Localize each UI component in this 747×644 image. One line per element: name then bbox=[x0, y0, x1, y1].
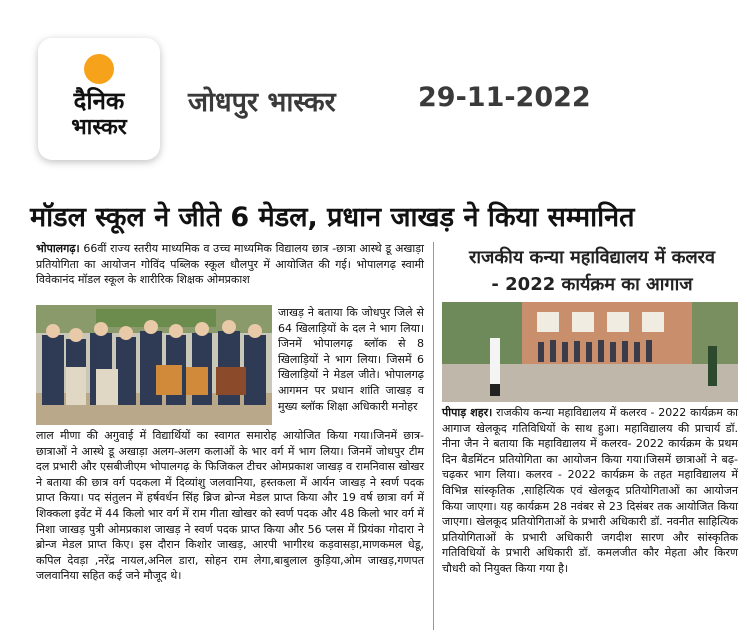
article2-photo bbox=[442, 302, 738, 402]
article1-dateline: भोपालगढ़। bbox=[36, 242, 80, 255]
logo-text-line2: भास्कर bbox=[71, 115, 127, 140]
article2-dateline: पीपाड़ शहर। bbox=[442, 406, 493, 419]
article1-lead-text: 66वीं राज्य स्तरीय माध्यमिक व उच्च माध्यमिक विद्यालय छात्र -छात्रा आस्थे डू अखाड़ा प्रतियोगिता का आयोजन गोविंद पब्लिक स्कूल धौलपुर में आयोजित की गई। भोपालगढ़ स्वामी विवेकानंद मॉडल स्कूल के शारीरिक शिक्षक ओमप्रकाश bbox=[36, 242, 424, 287]
logo-text-line1: दैनिक bbox=[73, 87, 125, 115]
article1-lead bbox=[36, 241, 424, 288]
article1-photo bbox=[36, 305, 272, 425]
article1-side-text bbox=[278, 305, 424, 414]
article1-side-paragraph: जाखड़ ने बताया कि जोधपुर जिले से 64 खिलाड़ियों के दल ने भाग लिया। जिनमें भोपालगढ़ ब्लॉक से 8 खिलाड़ियों ने भाग लिया। जिसमें 6 खिलाड़ियों ने मेडल जीते। भोपालगढ़ आगमन पर प्रधान शांति जाखड़ व मुख्य ब्लॉक शिक्षा अधिकारी मनोहर bbox=[278, 306, 424, 413]
article1-headline: मॉडल स्कूल ने जीते 6 मेडल, प्रधान जाखड़ ने किया सम्मानित bbox=[30, 202, 635, 233]
article2-headline-line1: राजकीय कन्या महाविद्यालय में कलरव bbox=[468, 247, 716, 268]
article1-body bbox=[36, 428, 424, 584]
article2-headline-line2: - 2022 कार्यक्रम का आगाज bbox=[491, 274, 693, 295]
article2-body-text: राजकीय कन्या महाविद्यालय में कलरव - 2022 कार्यक्रम का आगाज खेलकूद गतिविधियों के साथ हुआ। महाविद्यालय की प्राचार्य डॉ. नीना जैन ने बताया कि महाविद्यालय में कलरव- 2022 कार्यक्रम के प्रथम दिन बैडमिंटन प्रतियोगिता का आयोजन किया गया।जिसमें छात्राओं ने बढ़- चढ़कर भाग लिया। कलरव - 2022 कार्यक्रम के तहत महाविद्यालय में विभिन्न सांस्कृतिक ,साहित्यिक एवं खेलकूद प्रतियोगिताओं का आयोजन किया जाएगा। यह कार्यक्रम 28 नवंबर से 23 दिसंबर तक आयोजित किया जाएगा। खेलकूद प्रतियोगिताओं के प्रभारी अधिकारी डॉ. नवनीत साहित्यिक प्रतियोगिताओं के प्रभारी अधिकारी जगदीश सारण और सांस्कृतिक गतिविधियों के प्रभारी अधिकारी डॉ. कमलजीत कौर मेहता और किरण चौधरी को नियुक्त किया गया है। bbox=[442, 406, 738, 575]
article2-headline bbox=[446, 244, 738, 298]
edition-name: जोधपुर भास्कर bbox=[188, 87, 336, 118]
edition-date: 29-11-2022 bbox=[418, 82, 591, 113]
dainik-bhaskar-logo bbox=[38, 38, 160, 160]
article2-body bbox=[442, 405, 738, 577]
sun-icon bbox=[84, 54, 114, 84]
column-divider bbox=[433, 242, 434, 630]
article1-body-paragraph: लाल मीणा की अगुवाई में विद्यार्थियों का स्वागत समारोह आयोजित किया गया।जिनमें छात्र- छात्राओं ने आस्थे डू अखाड़ा अलग-अलग कलाओं के भार वर्ग में भाग लिया। जिनमें जोधपुर टीम दल प्रभारी और एसबीजीएम भोपालगढ़ के फिजिकल टीचर ओमप्रकाश जाखड़ व रामनिवास खोखर ने बताया की छात्र वर्ग पदकला में दिव्यांशु जलवानिया, हस्तकला में आर्यन जाखड़ ने स्वर्ण पदक प्राप्त किया। पद संतुलन में हर्षवर्धन सिंह ब्रिज ब्रोन्ज मेडल प्राप्त किया और 19 वर्ष छात्रा वर्ग में शिक्कला इवेंट में 44 किलो भार वर्ग में राम गीता खोखर को स्वर्ण पदक और 48 किलो भार वर्ग में निशा जाखड़ पुत्री ओमप्रकाश जाखड़ ने स्वर्ण पदक प्राप्त किया और 56 प्लस में प्रियंका गोदारा ने ब्रोन्ज मेडल प्राप्त किए। इस दौरान किशोर जाखड़, आरपी भागीरथ कड़वासड़ा,माणकमल धेडू, कपिल देवड़ा ,नरेंद्र नायल,अनिल डारा, सोहन राम लेगा,बाबुलाल कुड़िया,ओम जाखड़,गणपत जलवानिया सहित कई जने मौजूद थे। bbox=[36, 429, 424, 583]
